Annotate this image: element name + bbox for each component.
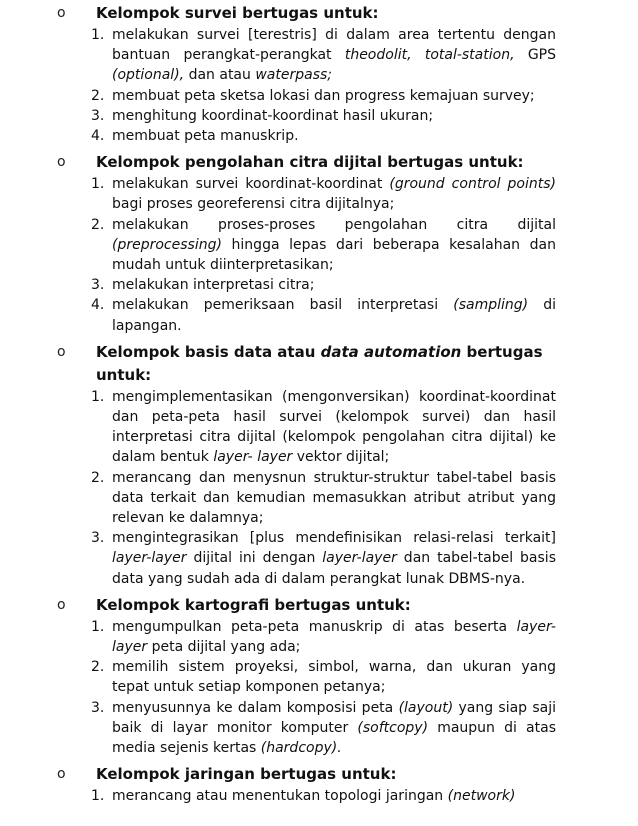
section-heading: Kelompok kartografi bertugas untuk:	[96, 595, 411, 614]
italic-term: (optional),	[112, 67, 185, 84]
italic-term: (network)	[447, 788, 516, 805]
list-item: 1. mengimplementasikan (mengonversikan) koordinat-koordinat dan peta-peta hasil survei (kelompok survei) dan hasil interpretasi citra dijital (kelompok pengolahan citra dijital) ke dalam bentuk layer- layer vektor dijital;	[91, 388, 556, 466]
italic-term: (layout)	[398, 699, 454, 716]
bullet-icon: o	[57, 596, 66, 613]
item-list	[66, 25, 556, 146]
italic-term: (ground control points)	[389, 176, 557, 193]
list-item: 4. melakukan pemeriksaan basil interpretasi (sampling) di lapangan.	[91, 297, 556, 334]
section-citra	[57, 151, 557, 336]
italic-term: layer- layer	[213, 449, 293, 466]
list-item: 3. melakukan interpretasi citra;	[91, 277, 315, 294]
list-item: 3. mengintegrasikan [plus mendefinisikan relasi-relasi terkait] layer-layer dijital ini dengan layer-layer dan tabel-tabel basis data yang sudah ada di dalam perangkat lunak DBMS-nya.	[91, 530, 556, 587]
item-list	[66, 174, 556, 336]
italic-term: theodolit, total-station,	[344, 47, 515, 64]
section-kartografi	[57, 594, 556, 758]
list-item: 1. merancang atau menentukan topologi jaringan (network)	[91, 788, 516, 805]
list-item: 1. melakukan survei [terestris] di dalam area tertentu dengan bantuan perangkat-perangkat theodolit, total-station, GPS (optional), dan atau waterpass;	[91, 27, 556, 84]
italic-term: (sampling)	[453, 297, 529, 314]
item-list	[66, 617, 556, 758]
section-jaringan	[57, 763, 556, 806]
item-list	[66, 387, 556, 589]
list-item: 3. menghitung koordinat-koordinat hasil ukuran;	[91, 107, 434, 124]
italic-term: layer-layer	[112, 550, 187, 567]
list-item: 1. melakukan survei koordinat-koordinat (ground control points) bagi proses georeferensi citra dijitalnya;	[91, 176, 557, 213]
bullet-icon: o	[57, 154, 66, 171]
list-item: 2. memilih sistem proyeksi, simbol, warna, dan ukuran yang tepat untuk setiap komponen petanya;	[91, 659, 556, 696]
italic-term: layer-layer	[322, 550, 397, 567]
italic-term: waterpass;	[255, 67, 333, 84]
item-list	[66, 786, 556, 806]
italic-term: data automation	[320, 342, 462, 361]
bullet-icon: o	[57, 343, 66, 360]
section-heading: Kelompok pengolahan citra dijital bertugas untuk:	[96, 153, 524, 172]
bullet-icon: o	[57, 766, 66, 783]
section-heading: Kelompok basis data atau data automation bertugas untuk:	[96, 342, 543, 384]
bullet-icon: o	[57, 5, 66, 21]
list-item: 1. mengumpulkan peta-peta manuskrip di atas beserta layer-layer peta dijital yang ada;	[91, 618, 556, 656]
italic-term: (preprocessing)	[112, 236, 222, 253]
section-heading: Kelompok survei bertugas untuk:	[96, 4, 379, 22]
italic-term: (hardcopy).	[260, 740, 342, 757]
list-item: 2. membuat peta sketsa lokasi dan progress kemajuan survey;	[91, 87, 535, 104]
list-item: 4. membuat peta manuskrip.	[91, 128, 299, 145]
section-basis-data	[57, 341, 556, 589]
list-item: 3. menyusunnya ke dalam komposisi peta (layout) yang siap saji baik di layar monitor komputer (softcopy) maupun di atas media sejenis kertas (hardcopy).	[91, 699, 556, 757]
list-item: 2. melakukan proses-proses pengolahan citra dijital (preprocessing) hingga lepas dari beberapa kesalahan dan mudah untuk diinterpretasikan;	[91, 216, 556, 274]
section-survei	[57, 2, 556, 146]
italic-term: layer-layer	[112, 618, 556, 656]
section-heading: Kelompok jaringan bertugas untuk:	[96, 765, 397, 784]
italic-term: (softcopy)	[357, 719, 429, 736]
list-item: 2. merancang dan menysnun struktur-struktur tabel-tabel basis data terkait dan kemudian memasukkan atribut atribut yang relevan ke dalamnya;	[91, 469, 556, 527]
